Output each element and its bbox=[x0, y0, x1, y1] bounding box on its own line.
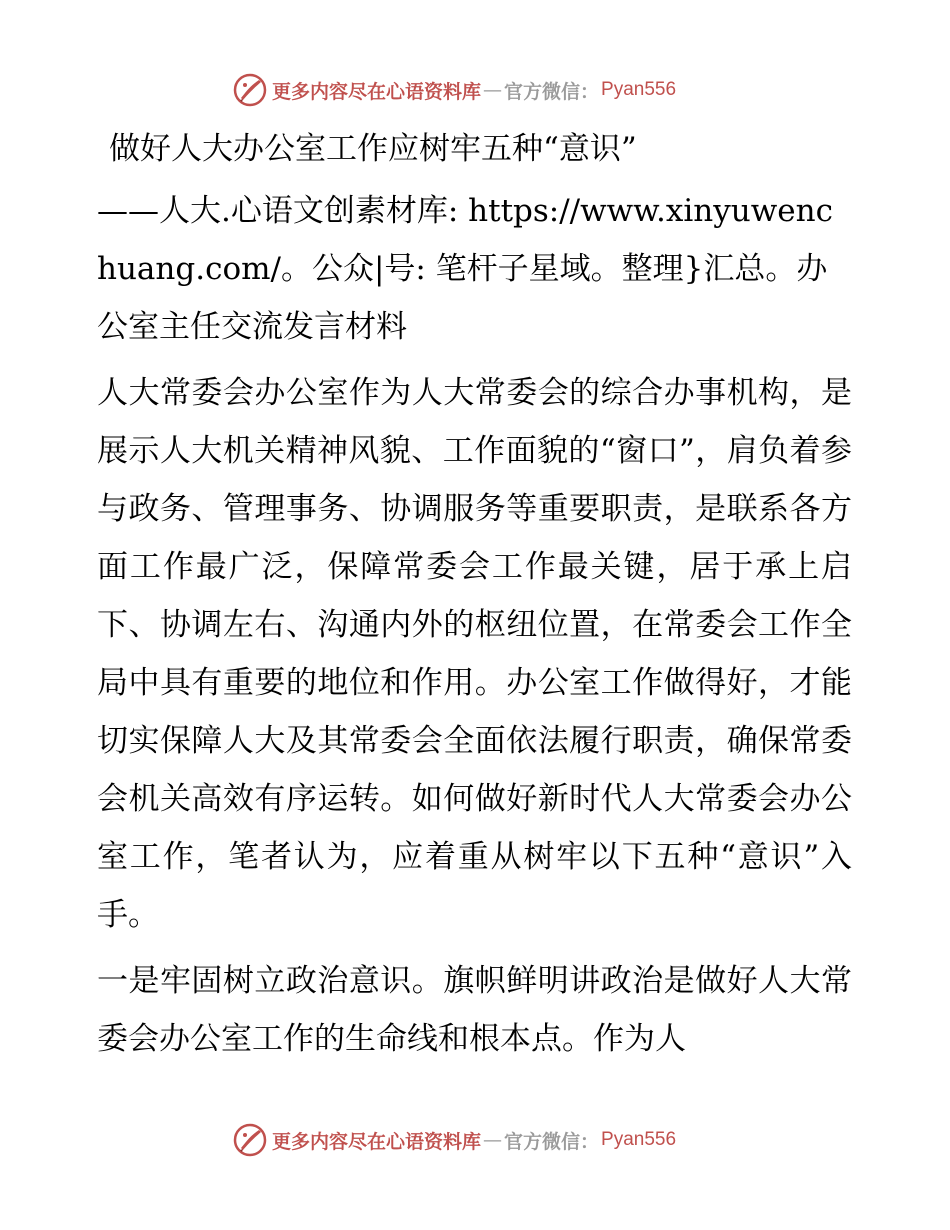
document-subtitle: ——人大.心语文创素材库: https://www.xinyuwenchuang.com/。公众|号: 笔杆子星域。整理}汇总。办公室主任交流发言材料 bbox=[97, 193, 833, 345]
watermark-official-label: 官方微信： bbox=[504, 1130, 600, 1153]
footer-watermark bbox=[232, 1120, 712, 1160]
watermark-official-label: 官方微信： bbox=[504, 80, 600, 103]
watermark-brand-text: 更多内容尽在心语资料库 bbox=[272, 80, 482, 103]
brush-pen-logo-icon bbox=[232, 72, 268, 108]
document-title: 做好人大办公室工作应树牢五种“意识” bbox=[109, 131, 637, 167]
watermark-separator: — bbox=[483, 79, 503, 101]
watermark-brand-text: 更多内容尽在心语资料库 bbox=[272, 1130, 482, 1153]
header-watermark bbox=[232, 70, 712, 110]
brush-pen-logo-icon bbox=[232, 1122, 268, 1158]
watermark-separator: — bbox=[483, 1129, 503, 1151]
watermark-wechat-id: Pyan556 bbox=[601, 79, 677, 100]
paragraph-1: 人大常委会办公室作为人大常委会的综合办事机构，是展示人大机关精神风貌、工作面貌的“窗口”，肩负着参与政务、管理事务、协调服务等重要职责，是联系各方面工作最广泛，保障常委会工作最关键，居于承上启下、协调左右、沟通内外的枢纽位置，在常委会工作全局中具有重要的地位和作用。办公室工作做得好，才能切实保障人大及其常委会全面依法履行职责，确保常委会机关高效有序运转。如何做好新时代人大常委会办公室工作，笔者认为，应着重从树牢以下五种“意识”入手。 bbox=[97, 375, 852, 933]
paragraph-2: 一是牢固树立政治意识。旗帜鲜明讲政治是做好人大常委会办公室工作的生命线和根本点。作为人 bbox=[97, 963, 852, 1057]
watermark-wechat-id: Pyan556 bbox=[601, 1129, 677, 1150]
document-body bbox=[97, 120, 852, 1076]
